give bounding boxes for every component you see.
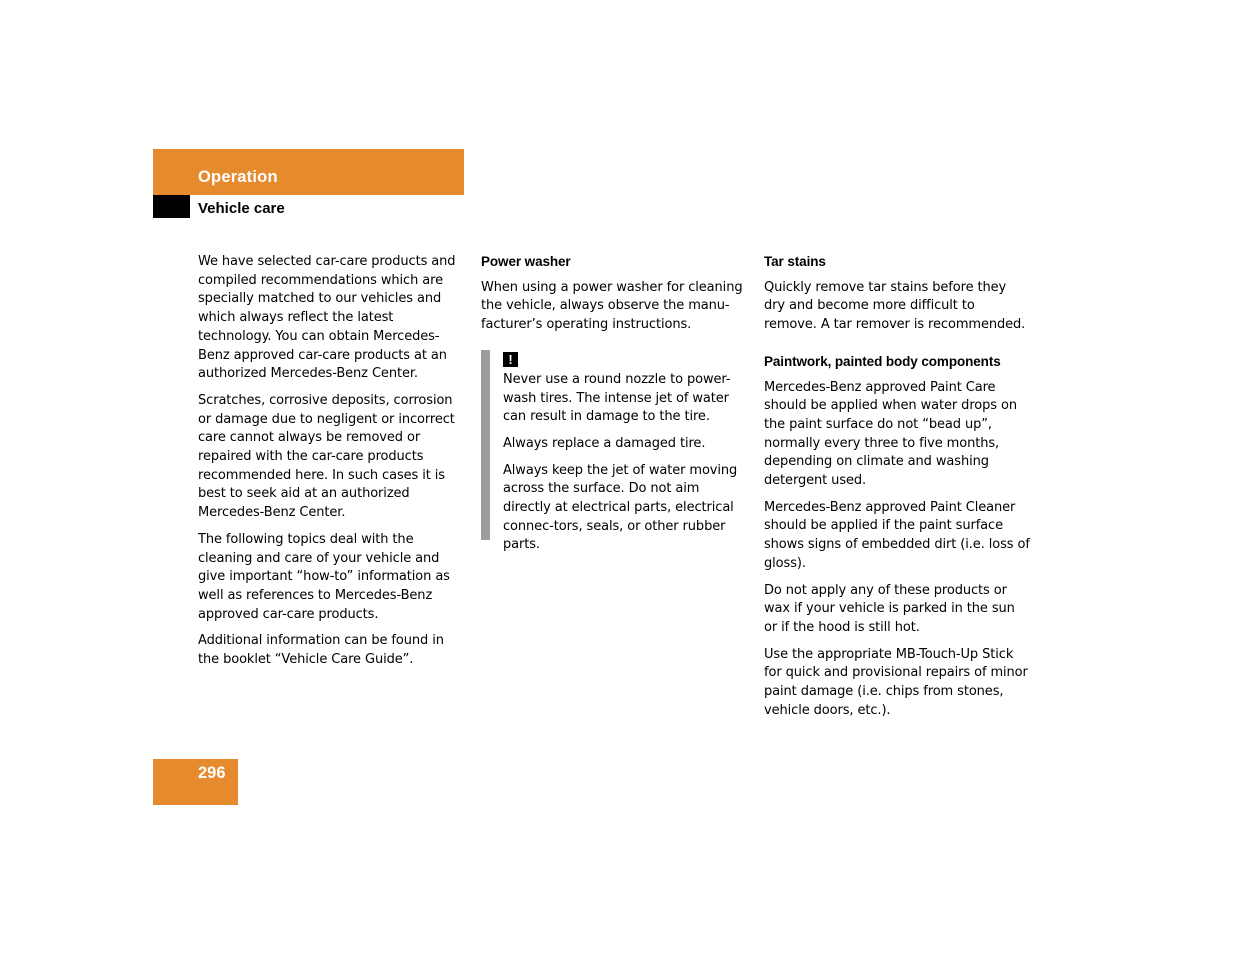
power-washer-intro: When using a power washer for cleaning the vehicle, always observe the manu-facturer’s operating instructions. — [481, 279, 743, 333]
paintwork-heading: Paintwork, painted body components — [764, 353, 1001, 369]
paintwork-paragraph: Use the appropriate MB-Touch-Up Stick for quick and provisional repairs of minor paint damage (i.e. chips from stones, vehicle doors, etc.). — [764, 646, 1028, 718]
tar-stains-text: Quickly remove tar stains before they dry and become more difficult to remove. A tar remover is recommended. — [764, 279, 1026, 333]
intro-paragraph: The following topics deal with the cleaning and care of your vehicle and give important “how-to” information as well as references to Mercedes-Benz approved car-care products. — [198, 531, 450, 622]
intro-paragraph: Additional information can be found in the booklet “Vehicle Care Guide”. — [198, 633, 444, 668]
intro-column — [198, 253, 466, 678]
paintwork-paragraph: Mercedes-Benz approved Paint Cleaner should be applied if the paint surface shows signs of embedded dirt (i.e. loss of gloss). — [764, 499, 1030, 571]
power-washer-column — [481, 253, 747, 563]
paintwork-paragraph: Do not apply any of these products or wax if your vehicle is parked in the sun or if the hood is still hot. — [764, 582, 1015, 635]
paint-care-column — [764, 253, 1030, 728]
warning-paragraph: Never use a round nozzle to power-wash tires. The intense jet of water can result in damage to the tire. — [503, 371, 731, 425]
power-washer-heading: Power washer — [481, 254, 571, 269]
intro-paragraph: Scratches, corrosive deposits, corrosion or damage due to negligent or incorrect care cannot always be removed or repaired with the car-care products recommended here. In such cases it is best to seek aid at an authorized Mercedes-Benz Center. — [198, 392, 455, 521]
warning-paragraph: Always replace a damaged tire. — [503, 435, 706, 451]
subsection-marker — [153, 195, 190, 218]
subsection-title: Vehicle care — [198, 200, 285, 217]
section-title: Operation — [198, 168, 278, 186]
warning-box — [481, 350, 747, 555]
warning-icon: ! — [503, 352, 518, 367]
intro-paragraph: We have selected car-care products and compiled recommendations which are specially matched to our vehicles and which always reflect the latest technology. You can obtain Mercedes-Benz approved car-care products at an authorized Mercedes-Benz Center. — [198, 254, 456, 382]
page-number: 296 — [198, 764, 226, 782]
warning-bar — [481, 350, 490, 540]
warning-paragraph: Always keep the jet of water moving across the surface. Do not aim directly at electrical parts, electrical connec-tors, seals, or other rubber parts. — [503, 462, 738, 553]
paintwork-paragraph: Mercedes-Benz approved Paint Care should be applied when water drops on the paint surface do not “bead up”, normally every three to five months, depending on climate and washing detergent used. — [764, 379, 1017, 489]
tar-stains-heading: Tar stains — [764, 254, 826, 269]
